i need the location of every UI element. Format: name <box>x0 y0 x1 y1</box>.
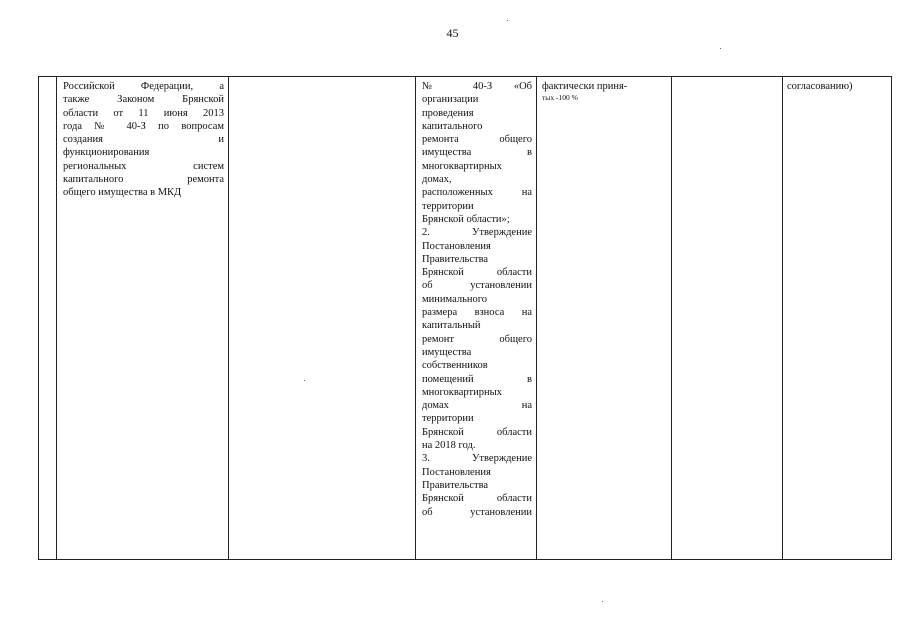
measures-line: многоквартирных <box>422 160 502 172</box>
measures-line: домах, <box>422 174 452 186</box>
measures-line: домах на <box>422 400 532 412</box>
measures-line: Брянской области»; <box>422 213 510 225</box>
measures-line: на 2018 год. <box>422 440 476 452</box>
measures-line: минимального <box>422 293 488 305</box>
measures-line: собственников <box>422 360 488 372</box>
basis-line: капитального ремонта <box>63 174 224 186</box>
table-col-empty <box>228 77 415 559</box>
basis-text <box>57 77 228 200</box>
measures-text <box>416 77 536 519</box>
document-table <box>38 76 892 560</box>
measures-line: территории <box>422 200 474 212</box>
measures-line: капитальный <box>422 320 481 332</box>
measures-line: помещений в <box>422 373 532 385</box>
measures-line: территории <box>422 413 474 425</box>
measures-line: Постановления <box>422 466 491 478</box>
table-col-indicator <box>536 77 671 559</box>
table-col-empty-2 <box>671 77 782 559</box>
measures-line: Брянской области <box>422 267 532 279</box>
measures-line: Брянской области <box>422 426 532 438</box>
status-text: согласованию) <box>787 81 853 92</box>
measures-line: Правительства <box>422 479 489 491</box>
measures-line: имущества в <box>422 147 532 159</box>
measures-line: размера взноса на <box>422 307 532 319</box>
basis-line: общего имущества в МКД <box>63 187 182 199</box>
measures-line: Постановления <box>422 240 491 252</box>
measures-line: Правительства <box>422 253 489 265</box>
basis-line: региональных систем <box>63 160 224 172</box>
table-col-measures <box>415 77 536 559</box>
measures-line: 2. Утверждение <box>422 227 532 239</box>
measures-line: об установлении <box>422 506 532 518</box>
measures-line: Брянской области <box>422 493 532 505</box>
measures-line: многоквартирных <box>422 386 502 398</box>
table-col-basis <box>56 77 228 559</box>
measures-line: ремонта общего <box>422 134 532 146</box>
scan-speck <box>720 48 721 49</box>
measures-line: расположенных на <box>422 187 532 199</box>
scan-speck <box>507 20 508 21</box>
measures-line: об установлении <box>422 280 532 292</box>
page-number: 45 <box>446 26 459 40</box>
measures-line: капитального <box>422 120 483 132</box>
basis-line: Российской Федерации, а <box>63 81 224 92</box>
measures-line: проведения <box>422 107 474 119</box>
indicator-text: фактически приня- <box>542 81 628 92</box>
basis-line: создания и <box>63 134 224 146</box>
table-col-status <box>782 77 892 559</box>
measures-line: имущества <box>422 346 472 358</box>
basis-line: области от 11 июня 2013 <box>63 107 224 119</box>
measures-line: организации <box>422 94 479 106</box>
measures-line: 3. Утверждение <box>422 453 532 465</box>
measures-line: ремонт общего <box>422 333 532 345</box>
scan-speck <box>304 380 305 381</box>
basis-line: также Законом Брянской <box>63 94 224 106</box>
basis-line: функционирования <box>63 147 150 159</box>
table-col-index <box>38 77 56 559</box>
measures-line: № 40-З «Об <box>422 81 532 92</box>
basis-line: года № 40-З по вопросам <box>63 120 224 132</box>
scan-speck <box>602 601 603 602</box>
indicator-subtext: тых -100 % <box>542 93 578 102</box>
